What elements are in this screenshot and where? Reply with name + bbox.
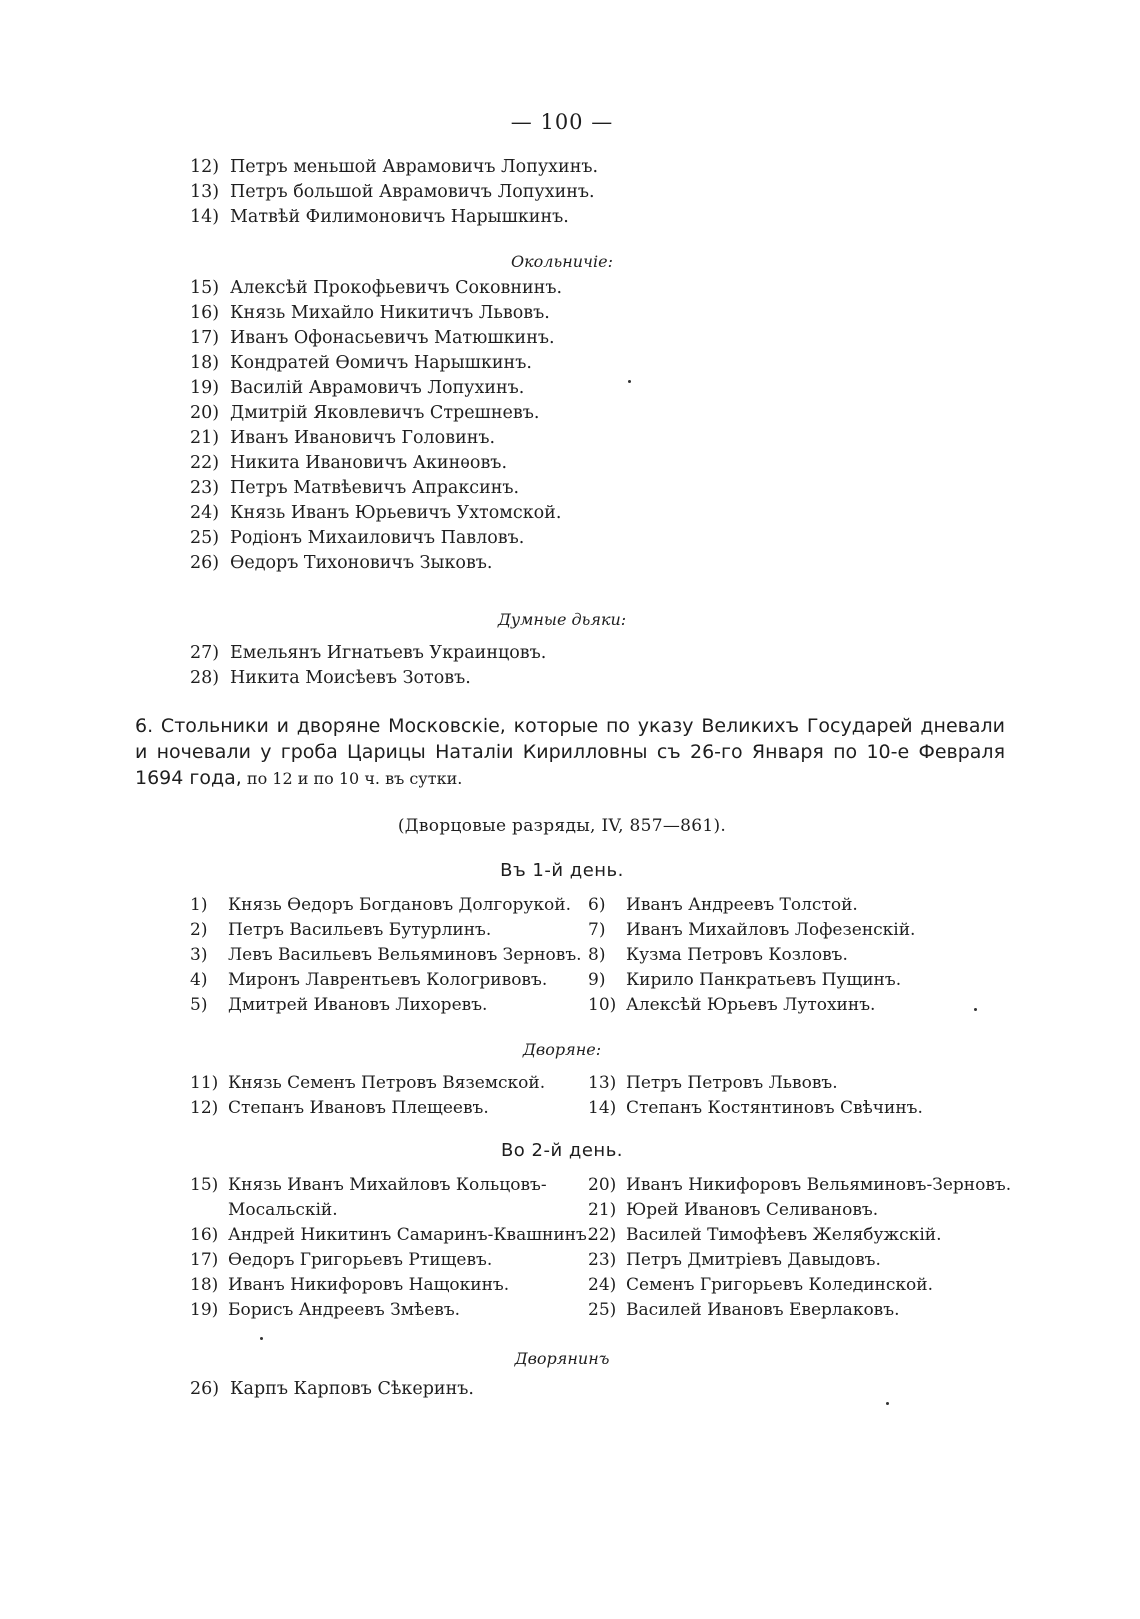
list-item: 17) Ѳедоръ Григорьевъ Ртищевъ. <box>190 1250 493 1270</box>
list-okolnichie <box>190 276 562 576</box>
list-item: 22) Никита Ивановичъ Акинѳовъ. <box>190 453 508 473</box>
list-item: 8) Кузма Петровъ Козловъ. <box>588 945 848 965</box>
list-item: 11) Князь Семенъ Петровъ Вяземской. <box>190 1073 546 1093</box>
list-item: 15) Алексѣй Прокофьевичъ Соковнинъ. <box>190 278 563 298</box>
list-item: 3) Левъ Васильевъ Вельяминовъ Зерновъ. <box>190 945 582 965</box>
list-item: 7) Иванъ Михайловъ Лофезенскій. <box>588 920 916 940</box>
scan-speck <box>260 1337 263 1340</box>
list-item: 25) Родіонъ Михаиловичъ Павловъ. <box>190 528 525 548</box>
section-6-paragraph <box>135 713 1005 792</box>
list-item: 27) Емельянъ Игнатьевъ Украинцовъ. <box>190 643 547 663</box>
day-2-right-column <box>588 1173 1011 1323</box>
list-item: 15) Князь Иванъ Михайловъ Кольцовъ- <box>190 1175 547 1195</box>
scan-speck <box>628 380 631 383</box>
section-6-title: 6. Стольники и дворяне Московскіе, которые по указу Великихъ Государей дневали и ночевали у гроба Царицы Наталіи Кирилловны съ 26-го Января по 10-е Февраля 1694 года, <box>135 715 1005 789</box>
list-item: 14) Матвѣй Филимоновичъ Нарышкинъ. <box>190 207 569 227</box>
day-2-left-column <box>190 1173 592 1323</box>
list-item: 23) Петръ Дмитріевъ Давыдовъ. <box>588 1250 881 1270</box>
list-item-continuation: Мосальскій. <box>228 1200 338 1220</box>
list-item: 19) Василій Аврамовичъ Лопухинъ. <box>190 378 525 398</box>
list-item: 14) Степанъ Костянтиновъ Свѣчинъ. <box>588 1098 923 1118</box>
list-item: 21) Юрей Ивановъ Селивановъ. <box>588 1200 879 1220</box>
list-item: 12) Петръ меньшой Аврамовичъ Лопухинъ. <box>190 157 599 177</box>
list-item: 18) Кондратей Ѳомичъ Нарышкинъ. <box>190 353 532 373</box>
list-item: 1) Князь Ѳедоръ Богдановъ Долгорукой. <box>190 895 572 915</box>
list-item: 19) Борисъ Андреевъ Змѣевъ. <box>190 1300 461 1320</box>
subheading-okolnichie: Окольничіе: <box>511 252 613 271</box>
list-item: 28) Никита Мoисѣевъ Зотовъ. <box>190 668 471 688</box>
list-item: 25) Василей Ивановъ Еверлаковъ. <box>588 1300 900 1320</box>
subheading-dvoryane: Дворяне: <box>522 1040 602 1059</box>
list-item: 10) Алексѣй Юрьевъ Лутохинъ. <box>588 995 876 1015</box>
list-item: 4) Миронъ Лаврентьевъ Кологривовъ. <box>190 970 548 990</box>
scan-speck <box>974 1008 977 1011</box>
list-item: 13) Петръ Петровъ Львовъ. <box>588 1073 838 1093</box>
list-item: 20) Иванъ Никифоровъ Вельяминовъ-Зерновъ. <box>588 1175 1012 1195</box>
list-item: 16) Князь Михайло Никитичъ Львовъ. <box>190 303 550 323</box>
list-item: 17) Иванъ Офонасьевичъ Матюшкинъ. <box>190 328 555 348</box>
list-item: 20) Дмитрій Яковлевичъ Стрешневъ. <box>190 403 540 423</box>
day-1-left-column <box>190 893 582 1018</box>
list-dumnye-dyaki <box>190 641 546 691</box>
list-item: 24) Князь Иванъ Юрьевичъ Ухтомской. <box>190 503 562 523</box>
list-item: 9) Кирило Панкратьевъ Пущинъ. <box>588 970 902 990</box>
list-item: 16) Андрей Никитинъ Самаринъ-Квашнинъ. <box>190 1225 593 1245</box>
list-item: 12) Степанъ Ивановъ Плещеевъ. <box>190 1098 489 1118</box>
list-item: 18) Иванъ Никифоровъ Нащокинъ. <box>190 1275 510 1295</box>
list-item: 13) Петръ большой Аврамовичъ Лопухинъ. <box>190 182 595 202</box>
scan-speck <box>886 1402 889 1405</box>
dvoryane-right-column <box>588 1071 923 1121</box>
list-item: 2) Петръ Васильевъ Бутурлинъ. <box>190 920 492 940</box>
subheading-dvoryanin: Дворянинъ <box>514 1349 610 1368</box>
dvoryane-left-column <box>190 1071 545 1121</box>
list-item: 6) Иванъ Андреевъ Толстой. <box>588 895 858 915</box>
source-reference: (Дворцовые разряды, IV, 857—861). <box>397 816 727 836</box>
list-item: 26) Ѳедоръ Тихоновичъ Зыковъ. <box>190 553 493 573</box>
list-item: 24) Семенъ Григорьевъ Колединской. <box>588 1275 933 1295</box>
list-item: 5) Дмитрей Ивановъ Лихоревъ. <box>190 995 488 1015</box>
section-6-tail: по 12 и по 10 ч. въ сутки. <box>241 769 463 788</box>
subheading-dumnye-dyaki: Думные дьяки: <box>497 610 627 629</box>
list-dvoryanin <box>190 1377 474 1402</box>
day-1-heading: Въ 1-й день. <box>500 860 624 881</box>
day-1-right-column <box>588 893 915 1018</box>
list-item: 26) Карпъ Карповъ Сѣкеринъ. <box>190 1379 474 1399</box>
day-2-heading: Во 2-й день. <box>500 1140 624 1161</box>
page-number: — 100 — <box>510 110 614 134</box>
list-item: 22) Василей Тимофѣевъ Желябужскій. <box>588 1225 942 1245</box>
list-item: 23) Петръ Матвѣевичъ Апраксинъ. <box>190 478 520 498</box>
list-boyars-continued <box>190 155 598 230</box>
list-item: 21) Иванъ Ивановичъ Головинъ. <box>190 428 496 448</box>
